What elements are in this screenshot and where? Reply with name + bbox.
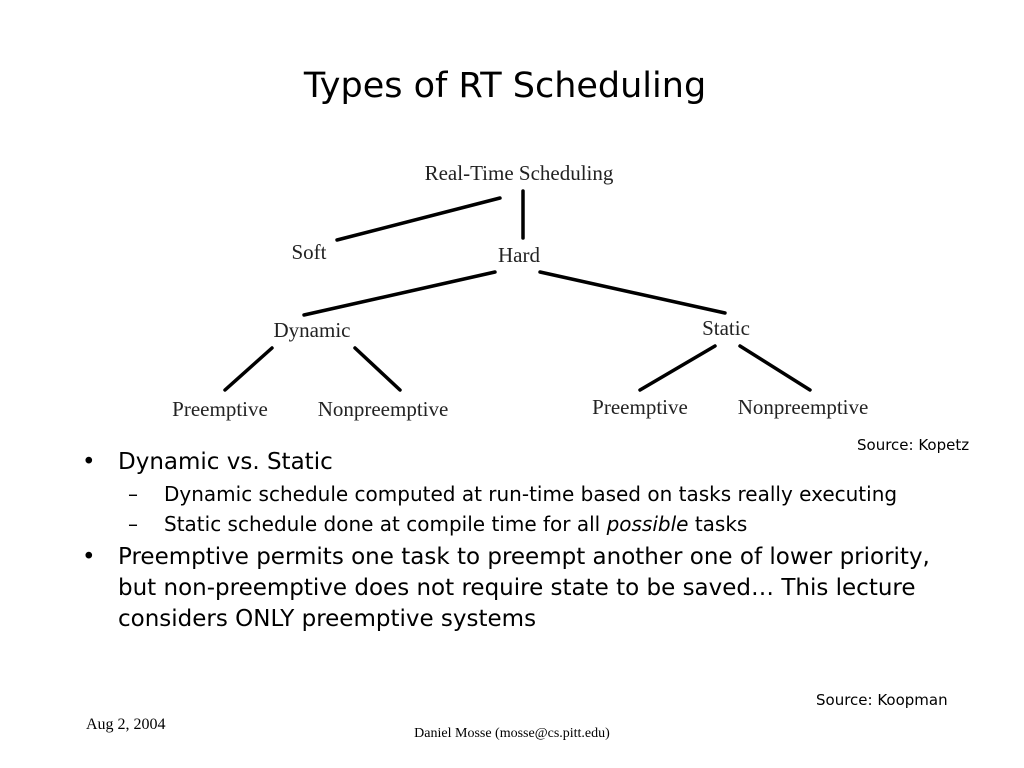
edge-hard-dynamic	[304, 272, 495, 315]
sub-bullet-text-pre: Static schedule done at compile time for all	[164, 512, 607, 536]
node-soft: Soft	[291, 240, 327, 264]
dash-mark: –	[128, 482, 138, 506]
bullet-mark: •	[82, 449, 96, 475]
edge-dynamic-preemptive	[225, 348, 272, 390]
node-root: Real-Time Scheduling	[424, 161, 614, 185]
bullet-text: Preemptive permits one task to preempt another one of lower priority, but non-preemptive does not require state to be saved… This lecture considers ONLY preemptive systems	[118, 544, 930, 632]
bullet-text: Dynamic vs. Static	[118, 449, 333, 475]
node-static-preemptive: Preemptive	[592, 395, 688, 419]
footer-date: Aug 2, 2004	[86, 716, 166, 733]
node-dynamic-nonpreemptive: Nonpreemptive	[317, 397, 449, 421]
source-kopetz: Source: Kopetz	[857, 436, 970, 454]
bullet-dynamic-vs-static	[72, 447, 952, 478]
edge-root-soft	[337, 198, 500, 240]
sub-bullet-text-post: tasks	[688, 512, 748, 536]
bullet-preemptive	[72, 542, 952, 635]
bullet-list	[72, 447, 952, 635]
node-static: Static	[702, 316, 750, 340]
edge-dynamic-nonpreemptive	[355, 348, 400, 390]
bullet-mark: •	[82, 544, 96, 570]
node-hard: Hard	[498, 243, 540, 267]
dash-mark: –	[128, 512, 138, 536]
node-dynamic: Dynamic	[273, 318, 351, 342]
edge-static-preemptive	[640, 346, 715, 390]
sub-bullet-static	[72, 511, 952, 538]
sub-bullet-dynamic	[72, 481, 952, 508]
sub-bullet-text-emphasis: possible	[606, 512, 689, 536]
edge-hard-static	[540, 272, 725, 313]
slide-title: Types of RT Scheduling	[303, 66, 707, 106]
edge-static-nonpreemptive	[740, 346, 810, 390]
node-dynamic-preemptive: Preemptive	[172, 397, 268, 421]
footer-author: Daniel Mosse (mosse@cs.pitt.edu)	[414, 726, 610, 741]
sub-bullet-text: Dynamic schedule computed at run-time based on tasks really executing	[164, 482, 898, 506]
source-koopman: Source: Koopman	[816, 691, 948, 709]
node-static-nonpreemptive: Nonpreemptive	[737, 395, 869, 419]
